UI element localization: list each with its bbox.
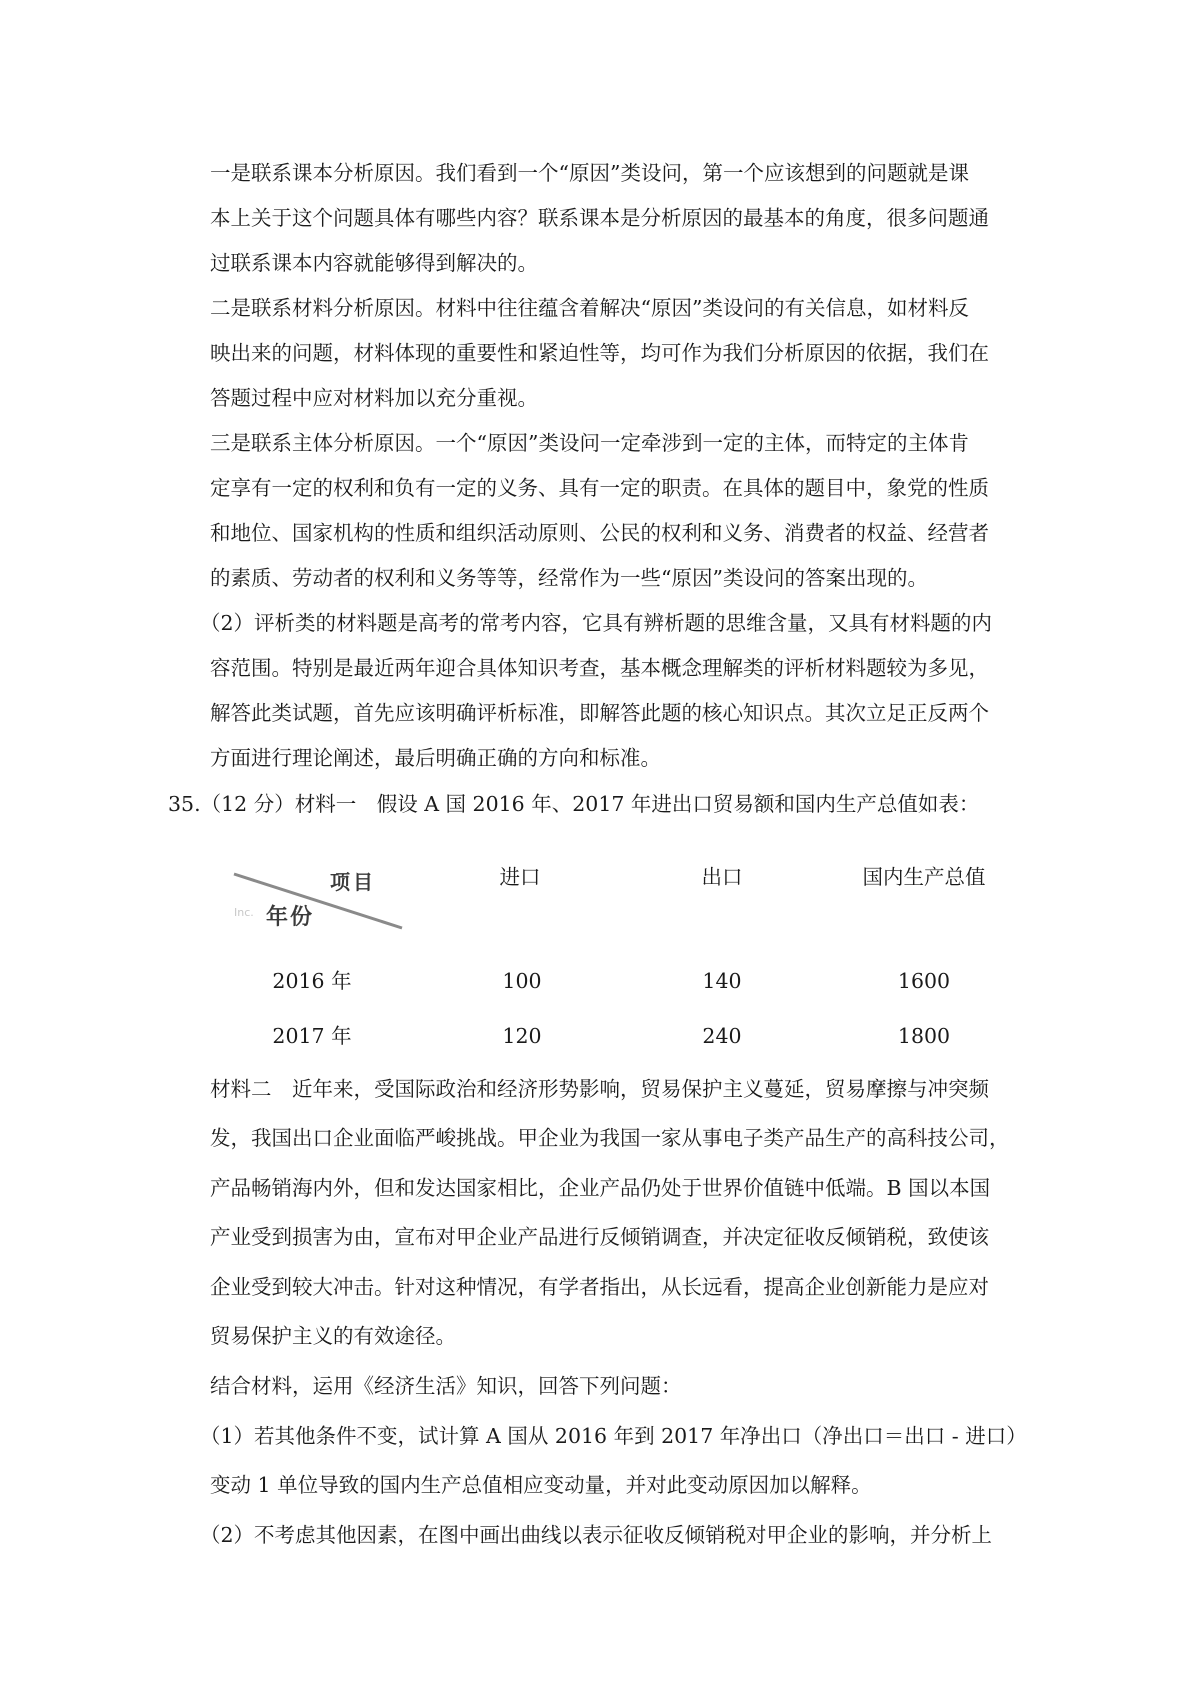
- question-35-heading: 35.（12 分）材料一 假设 A 国 2016 年、2017 年进出口贸易额和国内生产总值如表：: [168, 792, 980, 816]
- material2-line: 产业受到损害为由，宣布对甲企业产品进行反倾销调查，并决定征收反倾销税，致使该: [210, 1225, 989, 1249]
- paragraph-line: 定享有一定的权利和负有一定的义务、具有一定的职责。在具体的题目中，象党的性质: [210, 476, 989, 500]
- paragraph-line: 解答此类试题，首先应该明确评析标准，即解答此题的核心知识点。其次立足正反两个: [210, 701, 989, 725]
- table-cell-import: 100: [502, 969, 542, 993]
- table-corner-bottom-label: 年份: [266, 904, 315, 930]
- material2-line: 企业受到较大冲击。针对这种情况，有学者指出，从长远看，提高企业创新能力是应对: [210, 1275, 989, 1299]
- table-diagonal-header: [232, 870, 404, 932]
- paragraph-line: 本上关于这个问题具体有哪些内容？联系课本是分析原因的最基本的角度，很多问题通: [210, 206, 989, 230]
- instruction-line: 结合材料，运用《经济生活》知识，回答下列问题：: [210, 1374, 682, 1398]
- table-cell-gdp: 1800: [897, 1024, 951, 1048]
- table-cell-import: 120: [502, 1024, 542, 1048]
- paragraph-line: 一是联系课本分析原因。我们看到一个“原因”类设问，第一个应该想到的问题就是课: [210, 161, 969, 185]
- paragraph-line: 二是联系材料分析原因。材料中往往蕴含着解决“原因”类设问的有关信息，如材料反: [210, 296, 969, 320]
- table-cell-year: 2017 年: [272, 1024, 352, 1048]
- table-corner-top-label: 项目: [330, 870, 376, 894]
- table-header-export: 出口: [701, 865, 743, 889]
- table-header-gdp: 国内生产总值: [862, 865, 986, 889]
- paragraph-line: 和地位、国家机构的性质和组织活动原则、公民的权利和义务、消费者的权益、经营者: [210, 521, 989, 545]
- question-1-line: （1）若其他条件不变，试计算 A 国从 2016 年到 2017 年净出口（净出口＝出口 - 进口）: [200, 1424, 1027, 1448]
- paragraph-line: 过联系课本内容就能够得到解决的。: [210, 251, 538, 275]
- material2-line: 材料二 近年来，受国际政治和经济形势影响，贸易保护主义蔓延，贸易摩擦与冲突频: [210, 1077, 989, 1101]
- paragraph-line: 映出来的问题，材料体现的重要性和紧迫性等，均可作为我们分析原因的依据，我们在: [210, 341, 989, 365]
- material2-line: 产品畅销海内外，但和发达国家相比，企业产品仍处于世界价值链中低端。B 国以本国: [210, 1176, 991, 1200]
- paragraph-line: 方面进行理论阐述，最后明确正确的方向和标准。: [210, 746, 661, 770]
- table-header-import: 进口: [499, 865, 541, 889]
- paragraph-line: 容范围。特别是最近两年迎合具体知识考查，基本概念理解类的评析材料题较为多见，: [210, 656, 989, 680]
- material2-line: 贸易保护主义的有效途径。: [210, 1324, 456, 1348]
- table-corner-faint-mark: Inc.: [234, 906, 254, 919]
- question-2-line: （2）不考虑其他因素，在图中画出曲线以表示征收反倾销税对甲企业的影响，并分析上: [200, 1523, 993, 1547]
- question-1-line: 变动 1 单位导致的国内生产总值相应变动量，并对此变动原因加以解释。: [210, 1473, 872, 1497]
- table-cell-year: 2016 年: [272, 969, 352, 993]
- paragraph-line: 三是联系主体分析原因。一个“原因”类设问一定牵涉到一定的主体，而特定的主体肯: [210, 431, 969, 455]
- table-cell-export: 140: [702, 969, 742, 993]
- table-cell-gdp: 1600: [897, 969, 951, 993]
- table-cell-export: 240: [702, 1024, 742, 1048]
- paragraph-line: 答题过程中应对材料加以充分重视。: [210, 386, 538, 410]
- paragraph-line: 的素质、劳动者的权利和义务等等，经常作为一些“原因”类设问的答案出现的。: [210, 566, 928, 590]
- material2-line: 发，我国出口企业面临严峻挑战。甲企业为我国一家从事电子类产品生产的高科技公司，: [210, 1126, 1010, 1150]
- paragraph-line: （2）评析类的材料题是高考的常考内容，它具有辨析题的思维含量，又具有材料题的内: [200, 611, 993, 635]
